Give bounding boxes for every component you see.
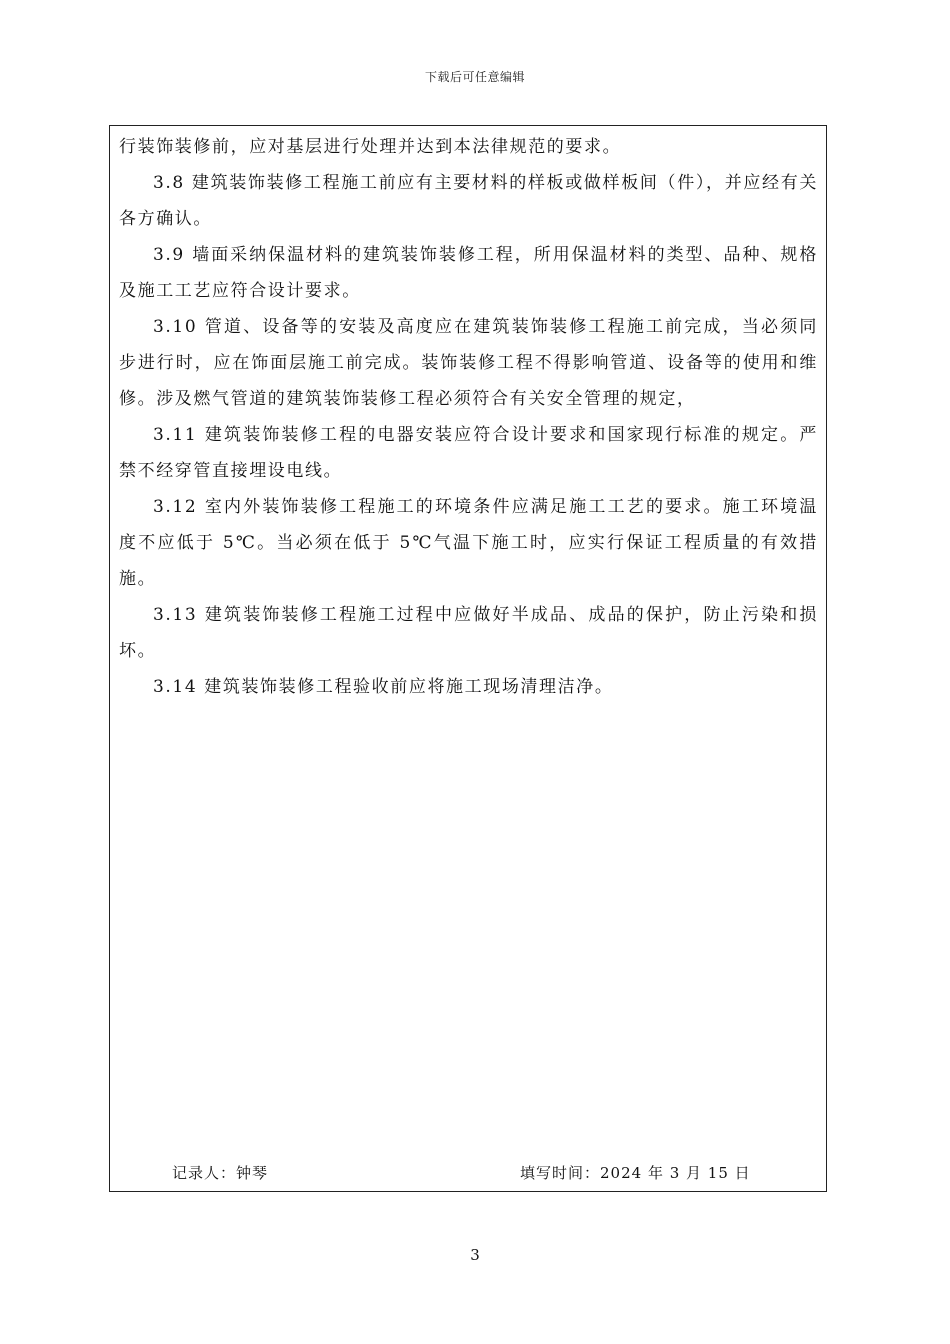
record-table-cell xyxy=(109,125,827,1192)
paragraph-3-10: 3.10 管道、设备等的安装及高度应在建筑装饰装修工程施工前完成，当必须同步进行时，应在饰面层施工前完成。装饰装修工程不得影响管道、设备等的使用和维修。涉及燃气管道的建筑装饰装修工程必须符合有关安全管理的规定， xyxy=(119,317,818,409)
paragraph-3-12: 3.12 室内外装饰装修工程施工的环境条件应满足施工工艺的要求。施工环境温度不应低于 5℃。当必须在低于 5℃气温下施工时，应实行保证工程质量的有效措施。 xyxy=(119,497,818,589)
page-number: 3 xyxy=(470,1246,480,1264)
paragraph-3-9: 3.9 墙面采纳保温材料的建筑装饰装修工程，所用保温材料的类型、品种、规格及施工工艺应符合设计要求。 xyxy=(119,245,818,301)
page-header-note: 下载后可任意编辑 xyxy=(424,70,525,84)
paragraph-continuation: 行装饰装修前，应对基层进行处理并达到本法律规范的要求。 xyxy=(119,137,622,157)
recorder-label: 记录人：钟琴 xyxy=(172,1164,269,1182)
fill-time-label: 填写时间：2024 年 3 月 15 日 xyxy=(520,1164,751,1182)
paragraph-3-14: 3.14 建筑装饰装修工程验收前应将施工现场清理洁净。 xyxy=(153,677,614,697)
paragraph-3-13: 3.13 建筑装饰装修工程施工过程中应做好半成品、成品的保护，防止污染和损坏。 xyxy=(119,605,818,661)
paragraph-3-11: 3.11 建筑装饰装修工程的电器安装应符合设计要求和国家现行标准的规定。严禁不经穿管直接埋设电线。 xyxy=(119,425,818,481)
paragraph-3-8: 3.8 建筑装饰装修工程施工前应有主要材料的样板或做样板间（件），并应经有关各方确认。 xyxy=(119,173,818,229)
record-body xyxy=(110,126,828,705)
